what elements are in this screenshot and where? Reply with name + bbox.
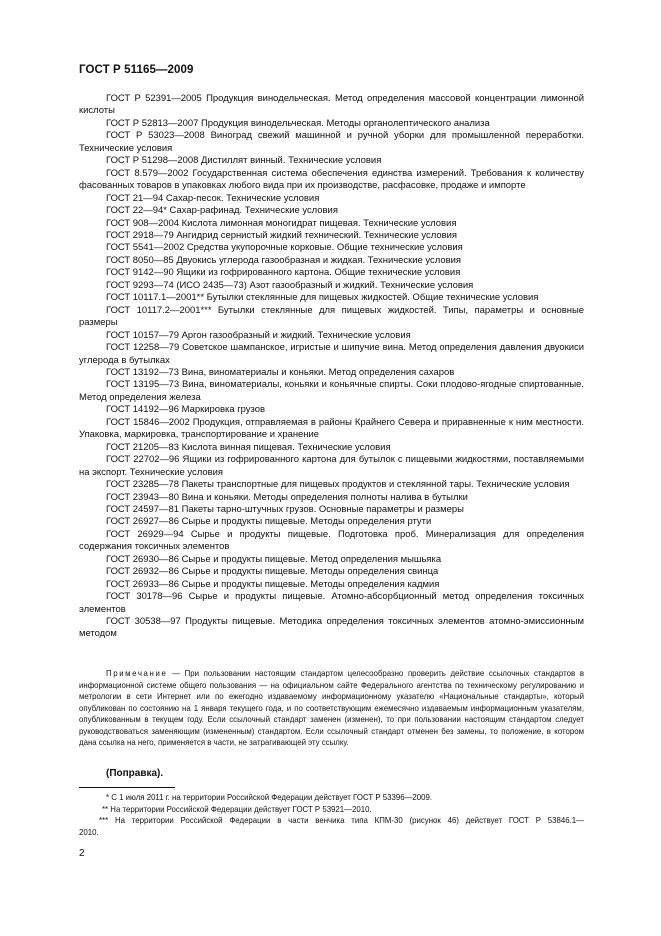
reference-item: ГОСТ Р 52813—2007 Продукция винодельческая. Методы органолептического анализа: [106, 117, 490, 129]
reference-item: ГОСТ 22702—96 Ящики из гофрированного картона для бутылок с пищевыми жидкостями, поставляемыми на экспорт. Технические условия: [79, 454, 584, 478]
reference-item: ГОСТ 21—94 Сахар-песок. Технические условия: [106, 192, 320, 204]
note-paragraph: [79, 668, 584, 749]
footnote: *** На территории Российской Федерации в части венчика типа КПМ-30 (рисунок 46) действует ГОСТ Р 53846.1—2010.: [79, 816, 584, 838]
reference-item: ГОСТ 8.579—2002 Государственная система обеспечения единства измерений. Требования к количеству фасованных товаров в упаковках любого вида при их производстве, расфасовке, продаже и импорте: [79, 167, 584, 192]
reference-item: ГОСТ 10157—79 Аргон газообразный и жидкий. Технические условия: [106, 329, 411, 341]
reference-item: ГОСТ 30178—96 Сырье и продукты пищевые. Атомно-абсорбционный метод определения токсичных элементов: [79, 591, 584, 615]
reference-item: ГОСТ 2918—79 Ангидрид сернистый жидкий технический. Технические условия: [106, 229, 458, 241]
reference-item: ГОСТ 26927—86 Сырье и продукты пищевые. Методы определения ртути: [106, 516, 432, 528]
reference-item: ГОСТ 26930—86 Сырье и продукты пищевые. Метод определения мышьяка: [106, 553, 442, 565]
reference-item: ГОСТ 26929—94 Сырье и продукты пищевые. Подготовка проб. Минерализация для определения содержания токсичных элементов: [79, 528, 584, 553]
reference-item: ГОСТ 10117.2—2001*** Бутылки стеклянные для пищевых жидкостей. Типы, параметры и основные размеры: [79, 304, 584, 329]
reference-item: ГОСТ Р 52391—2005 Продукция винодельческая. Метод определения массовой концентрации лимонной кислоты: [79, 93, 584, 117]
reference-item: ГОСТ 13195—73 Вина, виноматериалы, коньяки и коньячные спирты. Соки плодово-ягодные спиртованные. Метод определения железа: [79, 379, 584, 403]
footnote: * С 1 июля 2011 г. на территории Российской Федерации действует ГОСТ Р 53396—2009.: [106, 793, 433, 802]
footnote-divider: [79, 787, 175, 788]
footnotes-block: [79, 792, 584, 839]
note-block: [79, 668, 584, 749]
reference-item: ГОСТ 23943—80 Вина и коньяки. Методы определения полноты налива в бутылки: [106, 491, 468, 503]
reference-item: ГОСТ 15846—2002 Продукция, отправляемая в районы Крайнего Севера и приравненные к ним местности. Упаковка, маркировка, транспортирование и хранение: [79, 416, 584, 441]
reference-item: ГОСТ 8050—85 Двуокись углерода газообразная и жидкая. Технические условия: [106, 254, 462, 266]
normative-references-list: [79, 93, 584, 641]
reference-item: ГОСТ 12258—79 Советское шампанское, игристые и шипучие вина. Метод определения давления двуокиси углерода в бутылках: [79, 342, 584, 366]
reference-item: ГОСТ 24597—81 Пакеты тарно-штучных грузов. Основные параметры и размеры: [106, 503, 464, 515]
note-text: — При пользовании настоящим стандартом целесообразно проверить действие ссылочных стандартов в информационной системе общего пользования — на официальном сайте Федерального агентства по техническому регулированию и метрологии в сети Интернет или по ежегодно издаваемому информационному указателю «Национальные стандарты», который опубликован по состоянию на 1 января текущего года, и по соответствующим ежемесячно издаваемым информационным указателям, опубликованным в текущем году. Если ссылочный стандарт заменен (изменен), то при пользовании настоящим стандартом следует руководствоваться заменяющим (измененным) стандартом. Если ссылочный стандарт отменен без замены, то положение, в котором дана ссылка на него, применяется в части, не затрагивающей эту ссылку.: [79, 669, 584, 747]
reference-item: ГОСТ Р 53023—2008 Виноград свежий машинной и ручной уборки для промышленной переработки. Технические условия: [79, 130, 584, 154]
reference-item: ГОСТ 9142—90 Ящики из гофрированного картона. Общие технические условия: [106, 267, 461, 279]
reference-item: ГОСТ 10117.1—2001** Бутылки стеклянные для пищевых жидкостей. Общие технические условия: [106, 292, 539, 304]
correction-label: (Поправка).: [106, 768, 164, 779]
reference-item: ГОСТ 908—2004 Кислота лимонная моногидрат пищевая. Технические условия: [106, 217, 457, 229]
reference-item: ГОСТ 26933—86 Сырье и продукты пищевые. Методы определения кадмия: [106, 578, 440, 590]
footnote: ** На территории Российской Федерации действует ГОСТ Р 53921—2010.: [102, 804, 372, 814]
page-number: 2: [79, 848, 85, 859]
reference-item: ГОСТ 14192—96 Маркировка грузов: [106, 404, 265, 416]
reference-item: ГОСТ 13192—73 Вина, виноматериалы и коньяки. Метод определения сахаров: [106, 366, 455, 378]
reference-item: ГОСТ 9293—74 (ИСО 2435—73) Азот газообразный и жидкий. Технические условия: [106, 279, 474, 291]
document-header: ГОСТ Р 51165—2009: [79, 64, 194, 76]
reference-item: ГОСТ 30538—97 Продукты пищевые. Методика определения токсичных элементов атомно-эмиссионным методом: [79, 616, 584, 640]
reference-item: ГОСТ 23285—78 Пакеты транспортные для пищевых продуктов и стеклянной тары. Технические условия: [106, 479, 570, 491]
note-title: Примечание: [106, 669, 168, 678]
reference-item: ГОСТ 21205—83 Кислота винная пищевая. Технические условия: [106, 441, 391, 453]
reference-item: ГОСТ 26932—86 Сырье и продукты пищевые. Методы определения свинца: [106, 566, 439, 578]
reference-item: ГОСТ 22—94* Сахар-рафинад. Технические условия: [106, 205, 338, 217]
reference-item: ГОСТ 5541—2002 Средства укупорочные корковые. Общие технические условия: [106, 242, 463, 254]
reference-item: ГОСТ Р 51298—2008 Дистиллят винный. Технические условия: [106, 155, 382, 167]
